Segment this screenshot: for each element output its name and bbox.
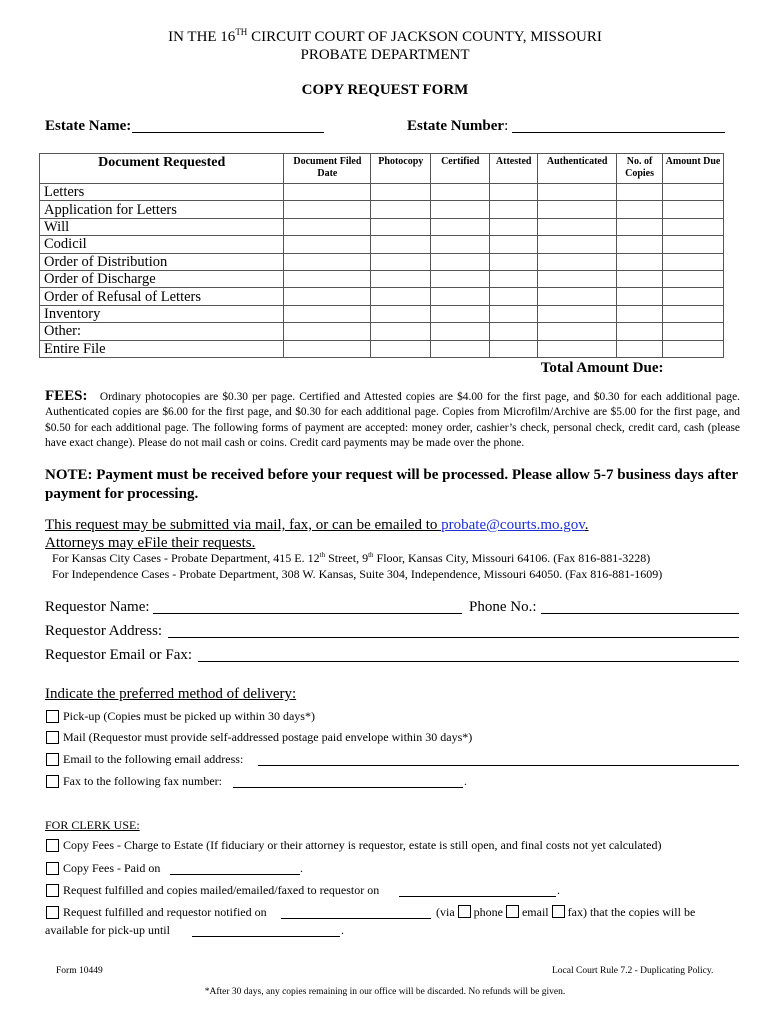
attested-cell[interactable] (490, 288, 538, 305)
table-row (40, 253, 724, 270)
available-until-field[interactable] (192, 936, 340, 937)
table-header-row (40, 154, 724, 184)
requestor-name-label: Requestor Name: (45, 599, 150, 615)
filed-date-cell[interactable] (284, 288, 371, 305)
form-title: COPY REQUEST FORM (301, 82, 469, 98)
header-no-of-copies: No. of Copies (617, 154, 663, 184)
email-delivery-checkbox[interactable] (46, 753, 59, 766)
document-type-cell: Letters (40, 184, 284, 201)
copies-cell[interactable] (617, 270, 663, 287)
filed-date-cell[interactable] (284, 305, 371, 322)
copies-cell[interactable] (617, 323, 663, 340)
estate-number-field[interactable] (512, 132, 725, 133)
notify-phone-label: phone (473, 905, 503, 919)
photocopy-cell[interactable] (371, 270, 431, 287)
certified-cell[interactable] (431, 270, 490, 287)
copies-cell[interactable] (617, 236, 663, 253)
certified-cell[interactable] (431, 236, 490, 253)
copies-cell[interactable] (617, 305, 663, 322)
paid-on-checkbox[interactable] (46, 862, 59, 875)
amount-cell[interactable] (663, 184, 724, 201)
kc-sup-1: th (319, 551, 326, 559)
available-label: available for pick-up until (45, 923, 170, 937)
total-amount-label: Total Amount Due: (540, 359, 664, 376)
authenticated-cell[interactable] (538, 288, 617, 305)
document-type-cell: Other: (40, 323, 284, 340)
filed-date-cell[interactable] (284, 340, 371, 357)
kansas-city-address (52, 551, 650, 566)
copies-cell[interactable] (617, 253, 663, 270)
court-rule: Local Court Rule 7.2 - Duplicating Policy. (552, 966, 714, 976)
estate-name-field[interactable] (132, 132, 324, 133)
requestor-email-label: Requestor Email or Fax: (45, 647, 193, 663)
attested-cell[interactable] (490, 236, 538, 253)
fulfilled-notified-field[interactable] (281, 918, 431, 919)
fees-text: Ordinary photocopies are $0.30 per page. Certified and Attested copies are $4.00 for the first page, and $0.30 for each additional page. Authenticated copies are $6.00 for the first page, and $0.30 for each additional page. Copies from Microfilm/Archive are $5.00 for the first page, and $0.50 for each additional page. The following forms of payment are accepted: money order, cashier’s check, personal check, credit card, cash (please have exact change). Please do not mail cash or coins. Credit card payments may be made over the phone. (45, 391, 740, 450)
submission-line (45, 517, 589, 534)
kc-sup-2: th (368, 551, 374, 559)
header-certified: Certified (431, 154, 490, 184)
efile-line: Attorneys may eFile their requests. (45, 535, 256, 551)
notify-phone-checkbox[interactable] (458, 905, 471, 918)
header-attested: Attested (490, 154, 538, 184)
court-line-post: CIRCUIT COURT OF JACKSON COUNTY, MISSOURI (247, 29, 602, 45)
phone-label: Phone No.: (469, 599, 537, 615)
fulfilled-mailed-label: Request fulfilled and copies mailed/emailed/faxed to requestor on (63, 883, 380, 897)
fax-delivery-checkbox[interactable] (46, 775, 59, 788)
payment-note: NOTE: Payment must be received before your request will be processed. Please allow 5-7 business days after payment for processing. (45, 467, 738, 502)
via-label: (via (436, 905, 455, 919)
charge-estate-checkbox[interactable] (46, 839, 59, 852)
form-number: Form 10449 (56, 966, 103, 976)
notified-via-group (436, 905, 695, 920)
total-row (40, 357, 724, 377)
notify-fax-checkbox[interactable] (552, 905, 565, 918)
paid-on-label: Copy Fees - Paid on (63, 861, 161, 875)
amount-cell[interactable] (663, 201, 724, 218)
certified-cell[interactable] (431, 218, 490, 235)
clerk-heading: FOR CLERK USE: (45, 818, 140, 832)
copies-cell[interactable] (617, 340, 663, 357)
authenticated-cell[interactable] (538, 323, 617, 340)
certified-cell[interactable] (431, 201, 490, 218)
header-document-requested: Document Requested (40, 154, 284, 184)
pickup-checkbox[interactable] (46, 710, 59, 723)
fees-label: FEES: (45, 388, 88, 404)
kc-address-pre: For Kansas City Cases - Probate Department, 415 E. 12 (52, 551, 320, 565)
court-line-pre: IN THE 16 (168, 29, 236, 45)
amount-cell[interactable] (663, 323, 724, 340)
authenticated-cell[interactable] (538, 236, 617, 253)
amount-cell[interactable] (663, 218, 724, 235)
requestor-address-label: Requestor Address: (45, 623, 163, 639)
filed-date-cell[interactable] (284, 236, 371, 253)
fax-delivery-end: . (464, 774, 467, 788)
photocopy-cell[interactable] (371, 288, 431, 305)
table-row (40, 288, 724, 305)
authenticated-cell[interactable] (538, 340, 617, 357)
court-heading (0, 27, 770, 46)
table-row (40, 323, 724, 340)
fax-delivery-field[interactable] (233, 787, 463, 788)
charge-estate-label: Copy Fees - Charge to Estate (If fiduciary or their attorney is requestor, estate is still open, and final costs not yet calculated) (63, 838, 662, 852)
filed-date-cell[interactable] (284, 270, 371, 287)
paid-on-end: . (300, 861, 303, 875)
requestor-address-field[interactable] (168, 637, 739, 638)
photocopy-cell[interactable] (371, 323, 431, 340)
authenticated-cell[interactable] (538, 305, 617, 322)
available-end: . (341, 923, 344, 937)
authenticated-cell[interactable] (538, 270, 617, 287)
filed-date-cell[interactable] (284, 253, 371, 270)
certified-cell[interactable] (431, 288, 490, 305)
table-row (40, 270, 724, 287)
header-amount-due: Amount Due (663, 154, 724, 184)
attested-cell[interactable] (490, 323, 538, 340)
copies-cell[interactable] (617, 218, 663, 235)
document-type-cell: Order of Distribution (40, 253, 284, 270)
attested-cell[interactable] (490, 201, 538, 218)
filed-date-cell[interactable] (284, 323, 371, 340)
authenticated-cell[interactable] (538, 184, 617, 201)
fulfilled-mailed-checkbox[interactable] (46, 884, 59, 897)
photocopy-cell[interactable] (371, 184, 431, 201)
fulfilled-notified-checkbox[interactable] (46, 906, 59, 919)
document-type-cell: Codicil (40, 236, 284, 253)
fees-paragraph (45, 389, 740, 452)
copies-cell[interactable] (617, 184, 663, 201)
estate-number-label-text: Estate Number (407, 118, 505, 134)
document-type-cell: Inventory (40, 305, 284, 322)
amount-cell[interactable] (663, 340, 724, 357)
document-type-cell: Entire File (40, 340, 284, 357)
photocopy-cell[interactable] (371, 253, 431, 270)
certified-cell[interactable] (431, 323, 490, 340)
requestor-name-field[interactable] (153, 613, 462, 614)
kc-address-mid: Street, 9 (325, 551, 369, 565)
photocopy-cell[interactable] (371, 236, 431, 253)
fulfilled-notified-label: Request fulfilled and requestor notified on (63, 905, 267, 919)
document-type-cell: Will (40, 218, 284, 235)
mail-label: Mail (Requestor must provide self-addressed postage paid envelope within 30 days*) (63, 730, 473, 744)
photocopy-cell[interactable] (371, 201, 431, 218)
table-row (40, 201, 724, 218)
attested-cell[interactable] (490, 270, 538, 287)
probate-email-link[interactable]: probate@courts.mo.gov (441, 517, 585, 533)
photocopy-cell[interactable] (371, 340, 431, 357)
amount-cell[interactable] (663, 253, 724, 270)
document-type-cell: Order of Refusal of Letters (40, 288, 284, 305)
attested-cell[interactable] (490, 340, 538, 357)
header-photocopy: Photocopy (371, 154, 431, 184)
paid-on-field[interactable] (170, 874, 300, 875)
notify-email-label: email (521, 905, 549, 919)
table-row (40, 184, 724, 201)
photocopy-cell[interactable] (371, 218, 431, 235)
mail-checkbox[interactable] (46, 731, 59, 744)
notify-fax-label: fax) that the copies will be (567, 905, 696, 919)
certified-cell[interactable] (431, 305, 490, 322)
table-row (40, 236, 724, 253)
table-row (40, 340, 724, 357)
certified-cell[interactable] (431, 253, 490, 270)
certified-cell[interactable] (431, 340, 490, 357)
authenticated-cell[interactable] (538, 201, 617, 218)
attested-cell[interactable] (490, 305, 538, 322)
copies-cell[interactable] (617, 201, 663, 218)
authenticated-cell[interactable] (538, 218, 617, 235)
phone-field[interactable] (541, 613, 739, 614)
estate-number-colon: : (504, 118, 509, 134)
amount-cell[interactable] (663, 236, 724, 253)
delivery-heading: Indicate the preferred method of delivery: (45, 686, 297, 702)
kc-address-post: Floor, Kansas City, Missouri 64106. (Fax 816-881-3228) (373, 551, 651, 565)
table-row (40, 218, 724, 235)
notify-email-checkbox[interactable] (506, 905, 519, 918)
header-authenticated: Authenticated (538, 154, 617, 184)
amount-cell[interactable] (663, 305, 724, 322)
independence-address: For Independence Cases - Probate Department, 308 W. Kansas, Suite 304, Independence, Missouri 64050. (Fax 816-881-1609) (52, 567, 663, 581)
estate-number-label (407, 118, 508, 135)
filed-date-cell[interactable] (284, 218, 371, 235)
photocopy-cell[interactable] (371, 305, 431, 322)
estate-name-label: Estate Name: (45, 118, 132, 134)
fulfilled-mailed-field[interactable] (399, 896, 556, 897)
filed-date-cell[interactable] (284, 201, 371, 218)
filed-date-cell[interactable] (284, 184, 371, 201)
requestor-email-field[interactable] (198, 661, 739, 662)
pickup-label: Pick-up (Copies must be picked up within 30 days*) (63, 709, 315, 723)
department-heading: PROBATE DEPARTMENT (300, 47, 470, 63)
email-delivery-field[interactable] (258, 765, 739, 766)
court-line-sup: TH (235, 27, 248, 37)
fax-delivery-label: Fax to the following fax number: (63, 774, 222, 788)
attested-cell[interactable] (490, 218, 538, 235)
document-type-cell: Application for Letters (40, 201, 284, 218)
copies-cell[interactable] (617, 288, 663, 305)
table-row (40, 305, 724, 322)
submission-text-end: . (584, 517, 589, 533)
attested-cell[interactable] (490, 253, 538, 270)
email-delivery-label: Email to the following email address: (63, 752, 244, 766)
document-request-table (39, 153, 724, 377)
submission-text: This request may be submitted via mail, fax, or can be emailed to (45, 517, 442, 533)
amount-cell[interactable] (663, 288, 724, 305)
amount-cell[interactable] (663, 270, 724, 287)
refund-disclaimer: *After 30 days, any copies remaining in our office will be discarded. No refunds will be given. (204, 987, 566, 997)
certified-cell[interactable] (431, 184, 490, 201)
attested-cell[interactable] (490, 184, 538, 201)
authenticated-cell[interactable] (538, 253, 617, 270)
header-document-filed-date: Document Filed Date (284, 154, 371, 184)
document-type-cell: Order of Discharge (40, 270, 284, 287)
fulfilled-mailed-end: . (557, 883, 560, 897)
